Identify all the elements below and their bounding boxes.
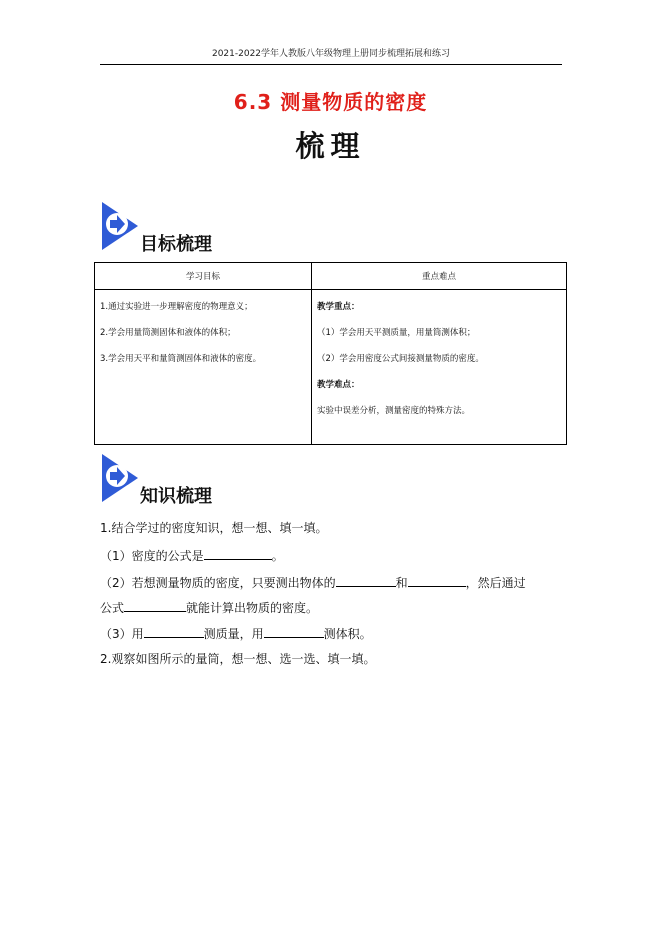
section-knowledge-heading — [100, 452, 300, 507]
goals-col2-cell — [312, 290, 567, 445]
section-goals-title: 目标梳理 — [140, 234, 212, 255]
question-1-2 — [100, 573, 526, 592]
q1-3-suffix: 测体积。 — [323, 627, 372, 641]
difficulty-label: 教学难点： — [317, 380, 360, 390]
q1-2-middle: 和 — [395, 576, 408, 590]
q1-2-prefix: （2）若想测量物质的密度，只要测出物体的 — [100, 576, 336, 590]
page-subtitle: 梳理 — [295, 129, 366, 163]
question-1: 1.结合学过的密度知识，想一想、填一填。 — [100, 521, 328, 535]
arrow-right-icon — [100, 200, 140, 252]
blank-volume-tool[interactable] — [264, 624, 324, 638]
goals-col1-cell — [95, 290, 312, 445]
q1-1-suffix: 。 — [271, 549, 284, 563]
question-1-1 — [100, 546, 284, 565]
key-point-2: （2）学会用密度公式间接测量物质的密度。 — [317, 354, 484, 364]
q1-3-middle: 测质量，用 — [203, 627, 264, 641]
question-2: 2.观察如图所示的量筒，想一想、选一选、填一填。 — [100, 652, 376, 666]
difficulty-1: 实验中误差分析，测量密度的特殊方法。 — [317, 406, 471, 416]
goals-col1-header: 学习目标 — [95, 263, 312, 290]
question-1-2-cont — [100, 598, 318, 617]
key-points-label: 教学重点： — [317, 302, 360, 312]
blank-formula[interactable] — [124, 598, 186, 612]
page-title: 6.3 测量物质的密度 — [233, 90, 428, 114]
learning-goal-3: 3.学会用天平和量筒测固体和液体的密度。 — [100, 354, 262, 364]
arrow-right-icon — [100, 452, 140, 504]
blank-measure-2[interactable] — [408, 573, 466, 587]
q1-3-prefix: （3）用 — [100, 627, 144, 641]
key-point-1: （1）学会用天平测质量，用量筒测体积； — [317, 328, 476, 338]
q1-2b-suffix: 就能计算出物质的密度。 — [186, 601, 319, 615]
section-goals-heading — [100, 200, 300, 255]
blank-density-formula[interactable] — [204, 546, 272, 560]
page-header: 2021-2022学年人教版八年级物理上册同步梳理拓展和练习 — [100, 48, 562, 65]
blank-measure-1[interactable] — [336, 573, 396, 587]
q1-2b-prefix: 公式 — [100, 601, 125, 615]
q1-1-prefix: （1）密度的公式是 — [100, 549, 204, 563]
goals-col2-header: 重点难点 — [312, 263, 567, 290]
q1-2-suffix: ，然后通过 — [465, 576, 526, 590]
section-knowledge-title: 知识梳理 — [140, 486, 212, 507]
blank-mass-tool[interactable] — [144, 624, 204, 638]
goals-table — [94, 262, 567, 445]
learning-goal-1: 1.通过实验进一步理解密度的物理意义； — [100, 302, 253, 312]
learning-goal-2: 2.学会用量筒测固体和液体的体积； — [100, 328, 236, 338]
question-1-3 — [100, 624, 372, 643]
